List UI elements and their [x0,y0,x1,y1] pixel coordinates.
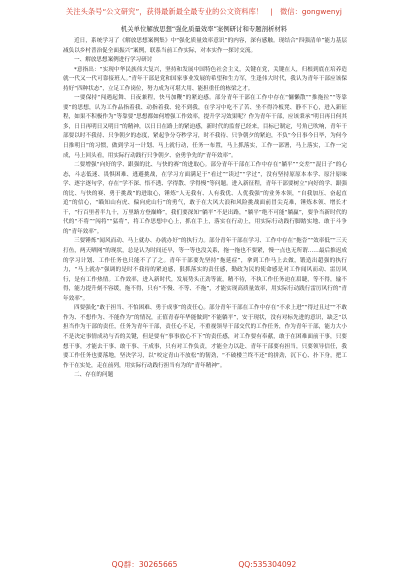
document-title: 机关单位解放思想“强化质量效率”案例研讨和专题剖析材料 [120,25,288,33]
promo-banner [0,7,408,17]
paragraph-point-4: 四要强化“敢于担当、不怕困难、勇于成事”的责任心。部分青年干部在工作中存在“不求上进”“得过且过”“不敢作为、不想作为、不能作为”的情况，正值青春年华能做到“不能躺平”，安于现状，没有对标先进的意识，缺乏“以担当作为干部的责任，任务为青年干部，责任心不足，不重视领导干部交代的工作任务，作为青年干部，能力大小不是决定事情成功与否的关键，但是要有“事事放心不下”的责任感，对工作要有奉献，敢于在困难面前干事，只要想干事，才能去干事、敢干事、干成事，只有对工作负责，才能全力以赴、青年干部要有担当，只要领导信任，我要工作任务也要落地，坚决学习，以“咬定青山不放松”的韧劲，“不破楼兰终不还”的拼劲，沉下心、扑下身，把工作干在实处，走在前列，用实际行动践行担当有为的“青年精神”。 [63,305,347,369]
paragraph-point-2: 二要增强“向好的学、跟强的比、与快的赛”的进取心。部分青年干部在工作中存在“躺平”“交差”“混日子”的心态，斗志低迷、畏惧困难、逃避挑战，在学习方面满足于“看过”“读过”“学过”，没有坚持原原本本学、原汁原味学、逐字逐句学，存在“学不深、悟不透、学得散、学得慢”等问题。进入新征程，青年干部要树立“向好的学、跟强的比、与快的赛、勇于挑战”的进取心，锤炼“人无我有、人有我优、人优我强”的业务本领，“自我加压、奋起直追”的信心，“瞄知山有虎、偏向虎山行”的勇气，敢于在大风大浪和风险挑战面前冒尖克难，锤炼本领、增长才干，“行百里者半九十，万里路方登巅峰”，我们要深知“躺平”不是出路，“躺平”绝不可能“躺赢”，要争当新时代的代的“不将”“闯将”“猛将”，将工作思想中心上，抓在手上，落实在行动上，用实际行动践行脚踏实地、敢于斗争的“青年效率”。 [63,162,347,235]
qq-label: QQ:535304092 [238,560,297,569]
section-heading-1: 一、解放思想案例进行学习研讨 [74,57,153,64]
paragraph-quote: *意指出：“实现中华民族伟大复兴，坚持和发展中国特色社会主义，关键在党，关键在人，归根到底在培养造就一代又一代可靠接班人。”青年干部是党和国家事业发展的希望和生力军，生逢伟大时代，我认为青年干部应该保持好“四种状态”，立足工作岗位，努力成为可堪大用、能担重任的栋梁之才。 [63,66,347,92]
qq-group-label: QQ群：30265665 [111,560,178,569]
promo-separator: | [265,7,278,16]
promo-text: 关注头条号“公文研究”，获得最新最全最专业的公文资料库！ [66,7,264,16]
section-heading-2: 二、存在的问题 [74,372,114,379]
document-body [63,37,347,381]
paragraph-point-1: 一要保持“闯遇起舞、日夜兼程，快马加鞭”的紧迫感。部分青年干部在工作中存在“慵懒散”“推拖拉”“等靠要”的思想，认为工作品指着我、动指着我、轮不到我，在学习中吃不了苦、坐不得冷板凳、静不下心，进入新征程，如果不积极作为“等靠要”思想都如何增强工作效率，提升学习效果呢？作为青年干部，应该秉承“明日再日何其多，日日再明日又明日”的精神，以日日在路上的紧迫感，新时代的监督已经来，目标已制定，号角已吹响，青年干部要以时不我待、只争朝夕的态度，紧起争分夺秒学习，时不我待、只争朝夕的紧迫，不负“今日事今日毕，为何今日推明日”的习惯，做到学习一计划、马上就行动，任务一布置，马上抓落实，工作一部署，马上落实，工作一完成，马上回头看，用实际行动践行只争朝夕、奋勇争先的“青年效率”。 [63,95,347,159]
page-footer [0,559,408,570]
paragraph-intro: 近日，系统学习了《解放思想案例集》中“强化质量效率意识”的内容，深有感触。现结合“四强清单”能力基层减负以乡村普治促全面振兴”案例，联系当前工作实际，对本实作一探讨交流。 [63,38,347,54]
wechat-label: 微信：gongwenyj [280,7,342,16]
paragraph-point-3: 三要锤炼“闻风而动、马上就办、办就办好”的执行力。部分青年干部在学习、工作中存在“拖沓”“效率低”“三天打鱼，两天晒网”的现状，总是认为时间还早，等一等也没关系，拖一拖也不要紧，慢一点也无所谓……最后推迟成的学习计划、工作任务也只能不了了之。青年干部要先坚持“拖延症”，拿到工作马上去做，锻造出超强的执行力，“马上就办”强调的是时不我待的紧迫感，狠抓落实的责任感，勤政为民的使命感是对工作闻风而动、雷厉风行，是有工作热情。工作效率，进入新时代，发展势头正劲等流，精不待，不执工作任务迫在眉睫，等不得，输不得，能力提升刻不容缓，拖不得，只有“不慢、不等、不拖”，才能实现高质量效率，用实际行动践行雷厉风行的“青年效率”。 [63,238,347,302]
